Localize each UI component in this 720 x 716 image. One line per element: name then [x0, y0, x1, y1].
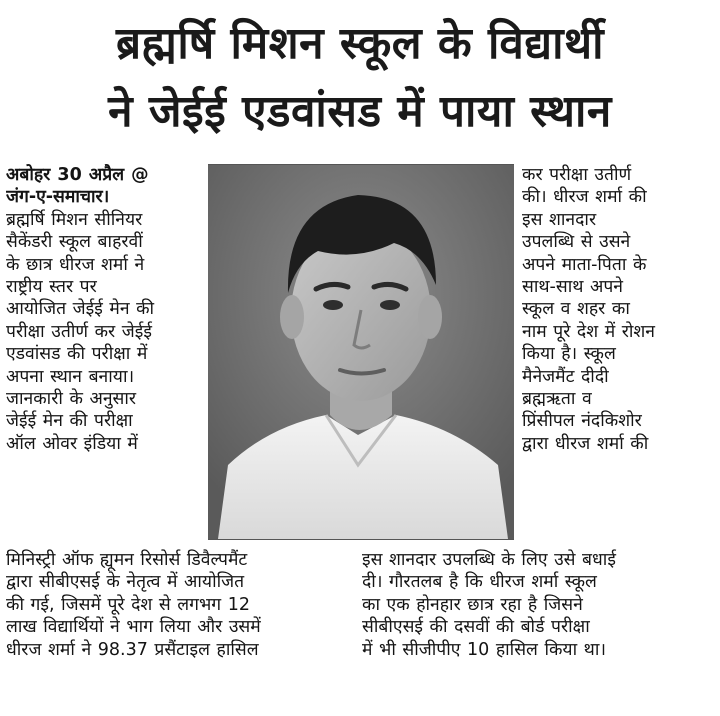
article-column-right: [522, 164, 714, 455]
article-line: द्वारा सीबीएसई के नेतृत्व में आयोजित: [6, 572, 245, 593]
article-line: राष्ट्रीय स्तर पर: [6, 277, 97, 298]
article-line: परीक्षा उतीर्ण कर जेईई: [6, 321, 152, 342]
article-line: प्रिंसीपल नंदकिशोर: [522, 411, 642, 432]
dateline: अबोहर 30 अप्रैल @: [6, 165, 149, 185]
article-line: में भी सीजीपीए 10 हासिल किया था।: [362, 639, 607, 660]
article-line: आयोजित जेईई मेन की: [6, 299, 155, 320]
student-portrait-image: [208, 165, 514, 539]
article-line: साथ-साथ अपने: [522, 277, 623, 298]
article-line: इस शानदार उपलब्धि के लिए उसे बधाई: [362, 550, 616, 570]
article-line: ब्रह्मऋता व: [522, 389, 592, 410]
article-line: का एक होनहार छात्र रहा है जिसने: [362, 594, 583, 615]
article-column-bottom-left: [6, 549, 354, 661]
article-line: धीरज शर्मा ने 98.37 प्रसैंटाइल हासिल: [6, 639, 259, 660]
source-credit: जंग-ए-समाचार।: [6, 187, 110, 208]
article-line: सीबीएसई की दसवीं की बोर्ड परीक्षा: [362, 617, 590, 638]
article-line: के छात्र धीरज शर्मा ने: [6, 254, 145, 275]
article-line: की गई, जिसमें पूरे देश से लगभग 12: [6, 594, 250, 615]
article-line: द्वारा धीरज शर्मा की: [522, 433, 649, 454]
headline: [0, 10, 720, 146]
article-line: अपना स्थान बनाया।: [6, 366, 135, 387]
article-line: मैनेजमैंट दीदी: [522, 366, 609, 387]
article-line: की। धीरज शर्मा की: [522, 187, 647, 208]
headline-line-2: ने जेईई एडवांसड में पाया स्थान: [108, 86, 612, 137]
article-line: कर परीक्षा उतीर्ण: [522, 165, 632, 185]
article-line: ऑल ओवर इंडिया में: [6, 433, 138, 454]
headline-line-1: ब्रह्मर्षि मिशन स्कूल के विद्यार्थी: [115, 18, 605, 69]
article-line: किया है। स्कूल: [522, 344, 616, 365]
article-line: दी। गौरतलब है कि धीरज शर्मा स्कूल: [362, 572, 597, 593]
article-line: मिनिस्ट्री ऑफ ह्यूमन रिसोर्स डिवैल्पमैंट: [6, 550, 248, 570]
article-line: जेईई मेन की परीक्षा: [6, 411, 133, 432]
article-column-left: [6, 164, 202, 455]
article-line: इस शानदार: [522, 209, 597, 230]
article-column-bottom-right: [362, 549, 714, 661]
article-line: ब्रह्मर्षि मिशन सीनियर: [6, 209, 143, 230]
article-line: स्कूल व शहर का: [522, 299, 630, 320]
article-line: नाम पूरे देश में रोशन: [522, 321, 656, 342]
article-line: लाख विद्यार्थियों ने भाग लिया और उसमें: [6, 617, 261, 638]
article-line: एडवांसड की परीक्षा में: [6, 344, 148, 365]
student-photo: [208, 164, 514, 540]
article-line: सैकेंडरी स्कूल बाहरवीं: [6, 232, 143, 253]
article-line: जानकारी के अनुसार: [6, 389, 137, 410]
article-line: अपने माता-पिता के: [522, 254, 647, 275]
article-line: उपलब्धि से उसने: [522, 232, 631, 253]
